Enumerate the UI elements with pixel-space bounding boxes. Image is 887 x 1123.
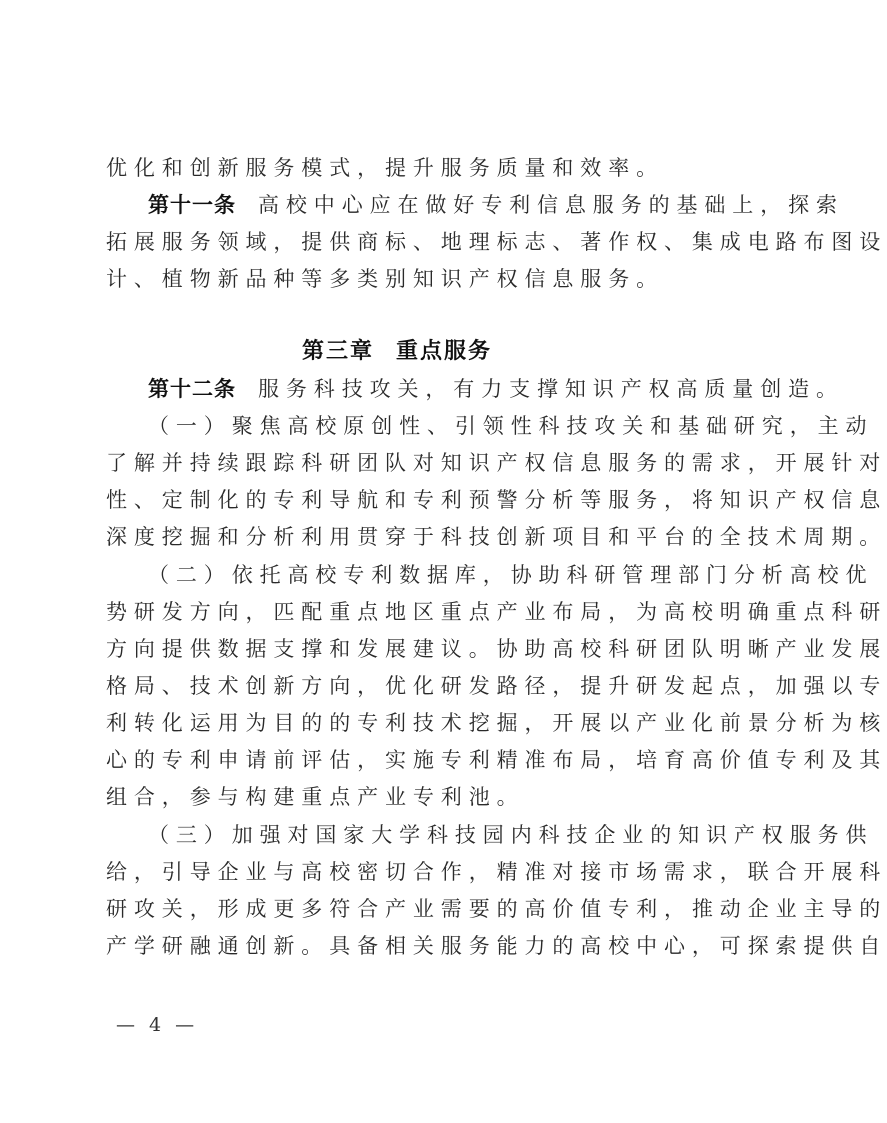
chapter-title: 重点服务 [396, 339, 493, 364]
body-text-line: 组合，参与构建重点产业专利池。 [106, 785, 525, 809]
body-text-line: 格局、技术创新方向，优化研发路径，提升研发起点，加强以专 [106, 674, 887, 698]
body-text-line: 利转化运用为目的的专利技术挖掘，开展以产业化前景分析为核 [106, 711, 887, 735]
chapter-number: 第三章 [301, 339, 374, 364]
item-2-line: （二）依托高校专利数据库，协助科研管理部门分析高校优 [148, 563, 874, 587]
body-text-line: 给，引导企业与高校密切合作，精准对接市场需求，联合开展科 [106, 860, 887, 884]
article-12-line [148, 374, 844, 404]
item-1-line: （一）聚焦高校原创性、引领性科技攻关和基础研究，主动 [148, 414, 874, 438]
chapter-heading [0, 335, 794, 369]
body-text-line: 优化和创新服务模式，提升服务质量和效率。 [106, 156, 664, 180]
article-11-line [148, 190, 844, 220]
page-number: — 4 — [116, 1014, 199, 1036]
body-text-line: 势研发方向，匹配重点地区重点产业布局，为高校明确重点科研 [106, 600, 887, 624]
article-text: 高校中心应在做好专利信息服务的基础上，探索 [258, 193, 844, 217]
item-3-line: （三）加强对国家大学科技园内科技企业的知识产权服务供 [148, 823, 874, 847]
body-text-line: 计、植物新品种等多类别知识产权信息服务。 [106, 267, 664, 291]
article-label: 第十一条 [148, 193, 236, 217]
body-text-line: 心的专利申请前评估，实施专利精准布局，培育高价值专利及其 [106, 748, 887, 772]
body-text-line: 深度挖掘和分析利用贯穿于科技创新项目和平台的全技术周期。 [106, 525, 887, 549]
body-text-line: 了解并持续跟踪科研团队对知识产权信息服务的需求，开展针对 [106, 451, 887, 475]
article-label: 第十二条 [148, 377, 236, 401]
body-text-line: 方向提供数据支撑和发展建议。协助高校科研团队明晰产业发展 [106, 637, 887, 661]
body-text-line: 研攻关，形成更多符合产业需要的高价值专利，推动企业主导的 [106, 897, 887, 921]
body-text-line: 性、定制化的专利导航和专利预警分析等服务，将知识产权信息 [106, 488, 887, 512]
body-text-line: 产学研融通创新。具备相关服务能力的高校中心，可探索提供自 [106, 934, 887, 958]
article-text: 服务科技攻关，有力支撑知识产权高质量创造。 [258, 377, 844, 401]
body-text-line: 拓展服务领域，提供商标、地理标志、著作权、集成电路布图设 [106, 230, 887, 254]
